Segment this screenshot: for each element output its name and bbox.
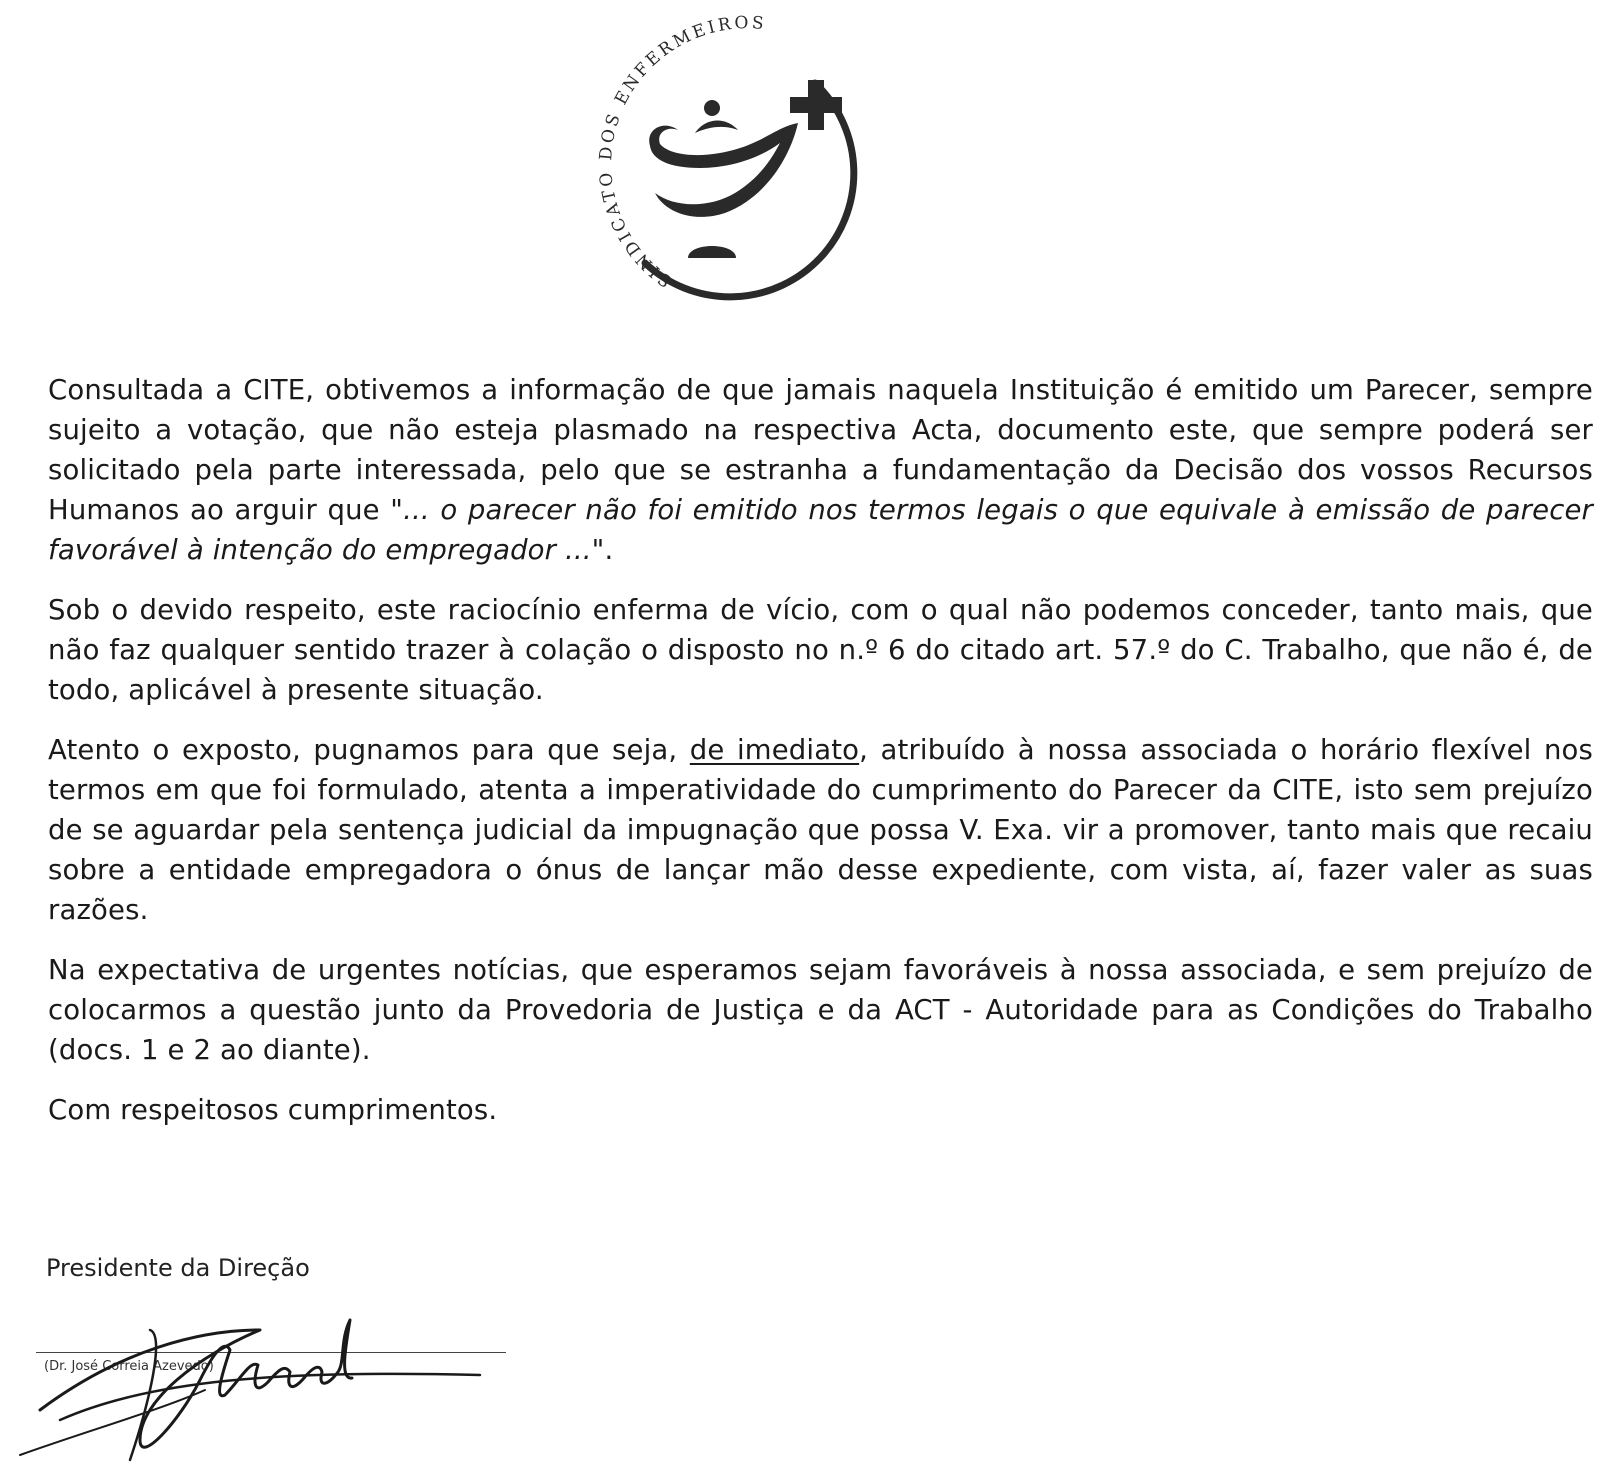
letter-body: [48, 370, 1593, 1150]
paragraph-4: Na expectativa de urgentes notícias, que esperamos sejam favoráveis à nossa associada, e sem prejuízo de colocarmos a questão junto da Provedoria de Justiça e da ACT - Autoridade para as Condições do Trabalho (docs. 1 e 2 ao diante).: [48, 954, 1593, 1066]
signatory-title: Presidente da Direção: [46, 1254, 310, 1282]
signature-block: [0, 1200, 520, 1480]
paragraph-1-end: .: [604, 534, 614, 566]
lamp-icon: [649, 100, 798, 258]
logo-arc-text: SINDICATO DOS ENFERMEIROS: [596, 12, 768, 291]
closing-line: Com respeitosos cumprimentos.: [48, 1094, 498, 1126]
paragraph-1-text: Consultada a CITE, obtivemos a informação de que jamais naquela Instituição é emitido um Parecer, sempre sujeito a votação, que não esteja plasmado na respectiva Acta, documento este, que sempre poderá ser solicitado pela parte interessada, pelo que se estranha a fundamentação da Decisão dos vossos Recursos Humanos ao arguir que: [48, 374, 1593, 526]
paragraph-1: [48, 370, 1593, 570]
signatory-name: (Dr. José Correia Azevedo): [44, 1359, 214, 1374]
paragraph-2: Sob o devido respeito, este raciocínio enferma de vício, com o qual não podemos conceder, tanto mais, que não faz qualquer sentido trazer à colação o disposto no n.º 6 do citado art. 57.º do C. Trabalho, que não é, de todo, aplicável à presente situação.: [48, 594, 1593, 706]
quoted-decision: "... o parecer não foi emitido nos termos legais o que equivale à emissão de parecer favorável à intenção do empregador ...": [48, 494, 1593, 566]
paragraph-3-rest: , atribuído à nossa associada o horário flexível nos termos em que foi formulado, atenta a imperatividade do cumprimento do Parecer da CITE, isto sem prejuízo de se aguardar pela sentença judicial da impugnação que possa V. Exa. vir a promover, tanto mais que recaiu sobre a entidade empregadora o ónus de lançar mão desse expediente, com vista, aí, fazer valer as suas razões.: [48, 734, 1593, 926]
cross-icon: [790, 80, 842, 130]
logo-emblem: [560, 8, 860, 308]
underlined-phrase: de imediato: [689, 734, 860, 766]
handwritten-signature: [0, 1260, 520, 1480]
paragraph-3: [48, 730, 1593, 930]
union-logo: [560, 8, 860, 308]
paragraph-3-start: Atento o exposto, pugnamos para que seja,: [48, 734, 690, 766]
